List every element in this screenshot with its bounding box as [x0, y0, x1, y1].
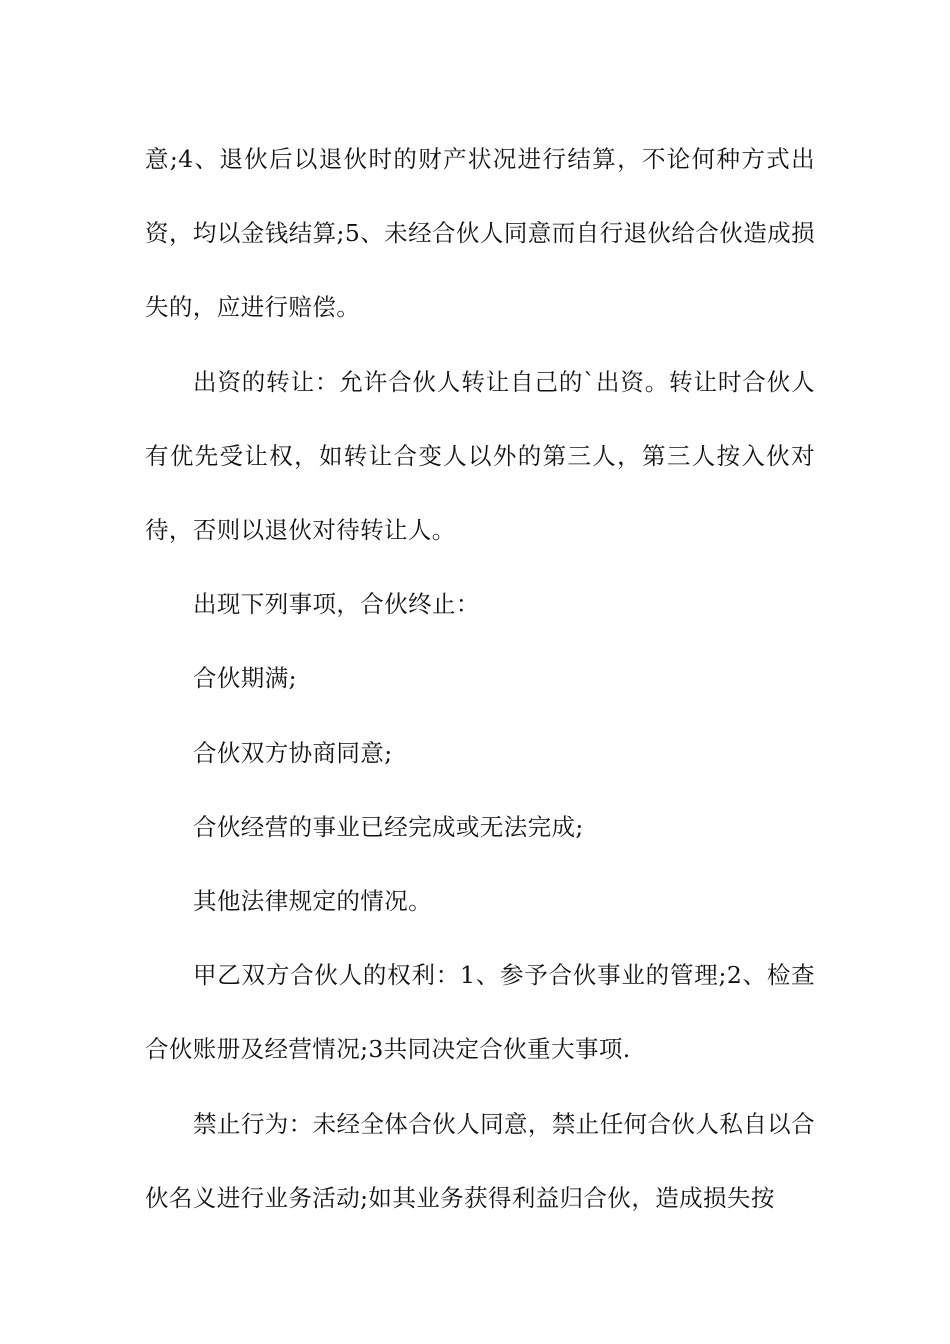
list-item-term-expired: 合伙期满; — [193, 664, 297, 693]
list-item-mutual-agreement: 合伙双方协商同意; — [193, 738, 393, 767]
paragraph-capital-transfer: 出资的转让：允许合伙人转让自己的`出资。转让时合伙人有优先受让权，如转让合变人以外的第三人，第三人按入伙对待，否则以退伙对待转让人。 — [145, 367, 815, 545]
paragraph-withdrawal-settlement: 意;4、退伙后以退伙时的财产状况进行结算，不论何种方式出资，均以金钱结算;5、未经合伙人同意而自行退伙给合伙造成损失的，应进行赔偿。 — [145, 145, 815, 322]
paragraph-prohibited-acts: 禁止行为：未经全体合伙人同意，禁止任何合伙人私自以合伙名义进行业务活动;如其业务获得利益归合伙，造成损失按 — [145, 1109, 815, 1212]
list-item-other-legal: 其他法律规定的情况。 — [193, 887, 432, 916]
document-body — [145, 122, 815, 1235]
paragraph-partner-rights: 甲乙双方合伙人的权利：1、参予合伙事业的管理;2、检查合伙账册及经营情况;3共同决定合伙重大事项. — [145, 961, 815, 1064]
paragraph-termination-intro: 出现下列事项，合伙终止： — [193, 590, 480, 619]
list-item-business-completed: 合伙经营的事业已经完成或无法完成; — [193, 812, 584, 841]
